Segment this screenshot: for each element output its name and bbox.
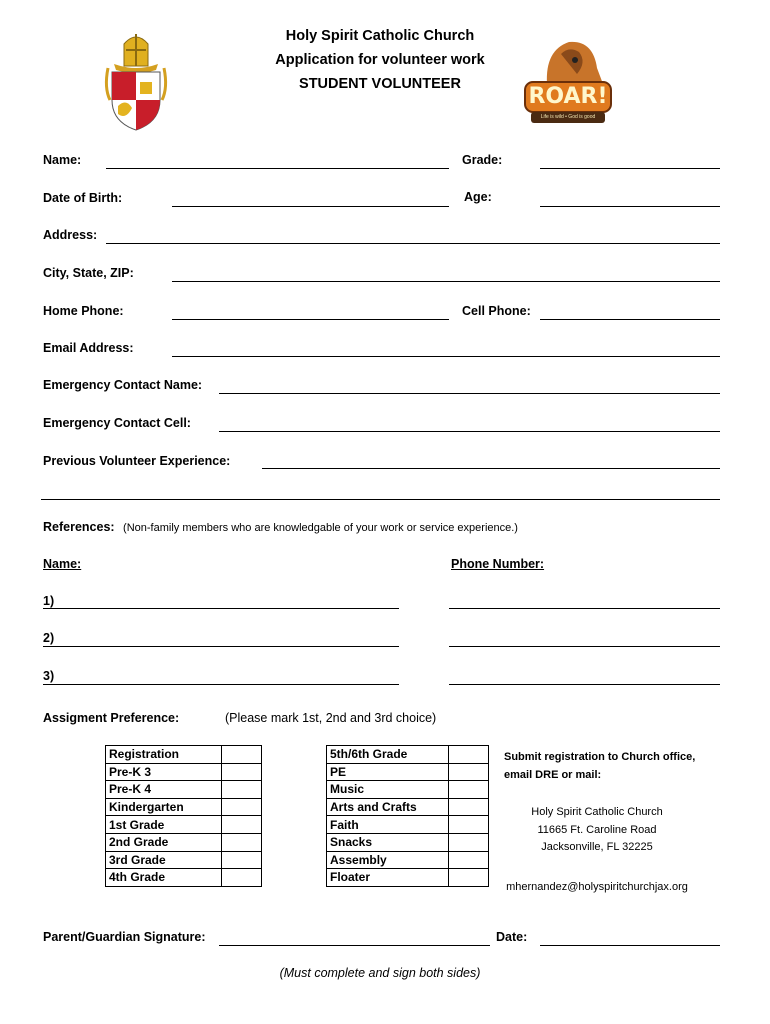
church-name-heading: Holy Spirit Catholic Church bbox=[285, 28, 475, 44]
assignment-table-right bbox=[326, 745, 489, 887]
form-subtitle: STUDENT VOLUNTEER bbox=[299, 76, 461, 92]
reference-name-header: Name: bbox=[43, 557, 82, 571]
assignment-option-label: Registration bbox=[106, 746, 222, 764]
reference-2-name-field[interactable] bbox=[43, 646, 399, 647]
emergency-cell-field[interactable] bbox=[219, 431, 720, 432]
references-heading bbox=[43, 518, 518, 536]
assignment-row bbox=[106, 869, 262, 887]
assignment-row bbox=[327, 763, 489, 781]
assignment-option-label: 4th Grade bbox=[106, 869, 222, 887]
assignment-choice-box[interactable] bbox=[222, 869, 262, 887]
assignment-preference-note: (Please mark 1st, 2nd and 3rd choice) bbox=[225, 711, 437, 725]
assignment-option-label: 3rd Grade bbox=[106, 851, 222, 869]
cell-phone-field[interactable] bbox=[540, 319, 720, 320]
assignment-option-label: 2nd Grade bbox=[106, 833, 222, 851]
address-label: Address: bbox=[43, 228, 98, 242]
assignment-row bbox=[327, 851, 489, 869]
grade-field[interactable] bbox=[540, 168, 720, 169]
cell-phone-label: Cell Phone: bbox=[462, 304, 531, 318]
assignment-option-label: 1st Grade bbox=[106, 816, 222, 834]
assignment-row bbox=[106, 816, 262, 834]
submit-instructions-2: email DRE or mail: bbox=[504, 769, 602, 781]
assignment-option-label: Pre-K 4 bbox=[106, 781, 222, 799]
assignment-choice-box[interactable] bbox=[222, 816, 262, 834]
emergency-name-label: Emergency Contact Name: bbox=[43, 378, 203, 392]
assignment-option-label: Floater bbox=[327, 869, 449, 887]
date-label: Date: bbox=[496, 930, 528, 944]
assignment-choice-box[interactable] bbox=[449, 763, 489, 781]
assignment-row bbox=[327, 833, 489, 851]
assignment-option-label: Assembly bbox=[327, 851, 449, 869]
footer-note: (Must complete and sign both sides) bbox=[279, 966, 481, 980]
signature-field[interactable] bbox=[219, 945, 490, 946]
assignment-choice-box[interactable] bbox=[222, 781, 262, 799]
assignment-row bbox=[327, 869, 489, 887]
signature-label: Parent/Guardian Signature: bbox=[43, 930, 206, 944]
submit-instructions-1: Submit registration to Church office, bbox=[504, 751, 696, 763]
city-state-zip-field[interactable] bbox=[172, 281, 720, 282]
dob-field[interactable] bbox=[172, 206, 449, 207]
city-state-zip-label: City, State, ZIP: bbox=[43, 266, 134, 280]
form-title: Application for volunteer work bbox=[275, 52, 485, 68]
assignment-option-label: Music bbox=[327, 781, 449, 799]
assignment-row bbox=[327, 816, 489, 834]
emergency-cell-label: Emergency Contact Cell: bbox=[43, 416, 191, 430]
dob-label: Date of Birth: bbox=[43, 191, 123, 205]
address-field[interactable] bbox=[106, 243, 720, 244]
assignment-choice-box[interactable] bbox=[222, 851, 262, 869]
assignment-row bbox=[106, 746, 262, 764]
references-note: (Non-family members who are knowledgable of your work or service experience.) bbox=[123, 522, 518, 534]
assignment-option-label: Snacks bbox=[327, 833, 449, 851]
roar-logo-title: ROAR! bbox=[528, 84, 608, 109]
reference-3-name-field[interactable] bbox=[43, 684, 399, 685]
previous-experience-field[interactable] bbox=[262, 468, 720, 469]
reference-1-phone-field[interactable] bbox=[449, 608, 720, 609]
mail-city: Jacksonville, FL 32225 bbox=[541, 841, 653, 853]
assignment-choice-box[interactable] bbox=[449, 851, 489, 869]
assignment-option-label: Kindergarten bbox=[106, 798, 222, 816]
email-label: Email Address: bbox=[43, 341, 134, 355]
assignment-row bbox=[327, 798, 489, 816]
grade-label: Grade: bbox=[462, 153, 503, 167]
reference-row-2-label: 2) bbox=[43, 631, 55, 645]
assignment-choice-box[interactable] bbox=[449, 798, 489, 816]
assignment-choice-box[interactable] bbox=[222, 746, 262, 764]
previous-experience-field-2[interactable] bbox=[41, 499, 720, 500]
name-label: Name: bbox=[43, 153, 82, 167]
contact-email[interactable]: mhernandez@holyspiritchurchjax.org bbox=[506, 881, 688, 893]
assignment-row bbox=[106, 851, 262, 869]
assignment-row bbox=[106, 781, 262, 799]
references-title: References: bbox=[43, 520, 115, 534]
home-phone-field[interactable] bbox=[172, 319, 449, 320]
assignment-option-label: 5th/6th Grade bbox=[327, 746, 449, 764]
assignment-row bbox=[327, 781, 489, 799]
email-field[interactable] bbox=[172, 356, 720, 357]
reference-3-phone-field[interactable] bbox=[449, 684, 720, 685]
assignment-choice-box[interactable] bbox=[222, 798, 262, 816]
reference-row-3-label: 3) bbox=[43, 669, 55, 683]
home-phone-label: Home Phone: bbox=[43, 304, 124, 318]
assignment-option-label: Pre-K 3 bbox=[106, 763, 222, 781]
assignment-row bbox=[106, 763, 262, 781]
roar-vbs-logo bbox=[517, 32, 617, 128]
reference-1-name-field[interactable] bbox=[43, 608, 399, 609]
assignment-option-label: Arts and Crafts bbox=[327, 798, 449, 816]
date-field[interactable] bbox=[540, 945, 720, 946]
reference-2-phone-field[interactable] bbox=[449, 646, 720, 647]
mail-org-name: Holy Spirit Catholic Church bbox=[531, 806, 663, 818]
assignment-choice-box[interactable] bbox=[222, 763, 262, 781]
emergency-name-field[interactable] bbox=[219, 393, 720, 394]
assignment-row bbox=[327, 746, 489, 764]
reference-phone-header: Phone Number: bbox=[451, 557, 545, 571]
assignment-choice-box[interactable] bbox=[222, 833, 262, 851]
previous-experience-label: Previous Volunteer Experience: bbox=[43, 454, 231, 468]
assignment-option-label: PE bbox=[327, 763, 449, 781]
assignment-choice-box[interactable] bbox=[449, 816, 489, 834]
age-label: Age: bbox=[464, 190, 492, 204]
roar-logo-tagline: Life is wild • God is good bbox=[540, 114, 596, 120]
assignment-row bbox=[106, 833, 262, 851]
assignment-choice-box[interactable] bbox=[449, 869, 489, 887]
reference-row-1-label: 1) bbox=[43, 594, 55, 608]
assignment-table-left bbox=[105, 745, 262, 887]
assignment-choice-box[interactable] bbox=[449, 781, 489, 799]
assignment-option-label: Faith bbox=[327, 816, 449, 834]
age-field[interactable] bbox=[540, 206, 720, 207]
assignment-preference-title: Assigment Preference: bbox=[43, 711, 180, 725]
name-field[interactable] bbox=[106, 168, 449, 169]
diocese-crest-logo bbox=[100, 28, 172, 134]
assignment-choice-box[interactable] bbox=[449, 833, 489, 851]
mail-street: 11665 Ft. Caroline Road bbox=[537, 824, 657, 836]
assignment-choice-box[interactable] bbox=[449, 746, 489, 764]
assignment-row bbox=[106, 798, 262, 816]
